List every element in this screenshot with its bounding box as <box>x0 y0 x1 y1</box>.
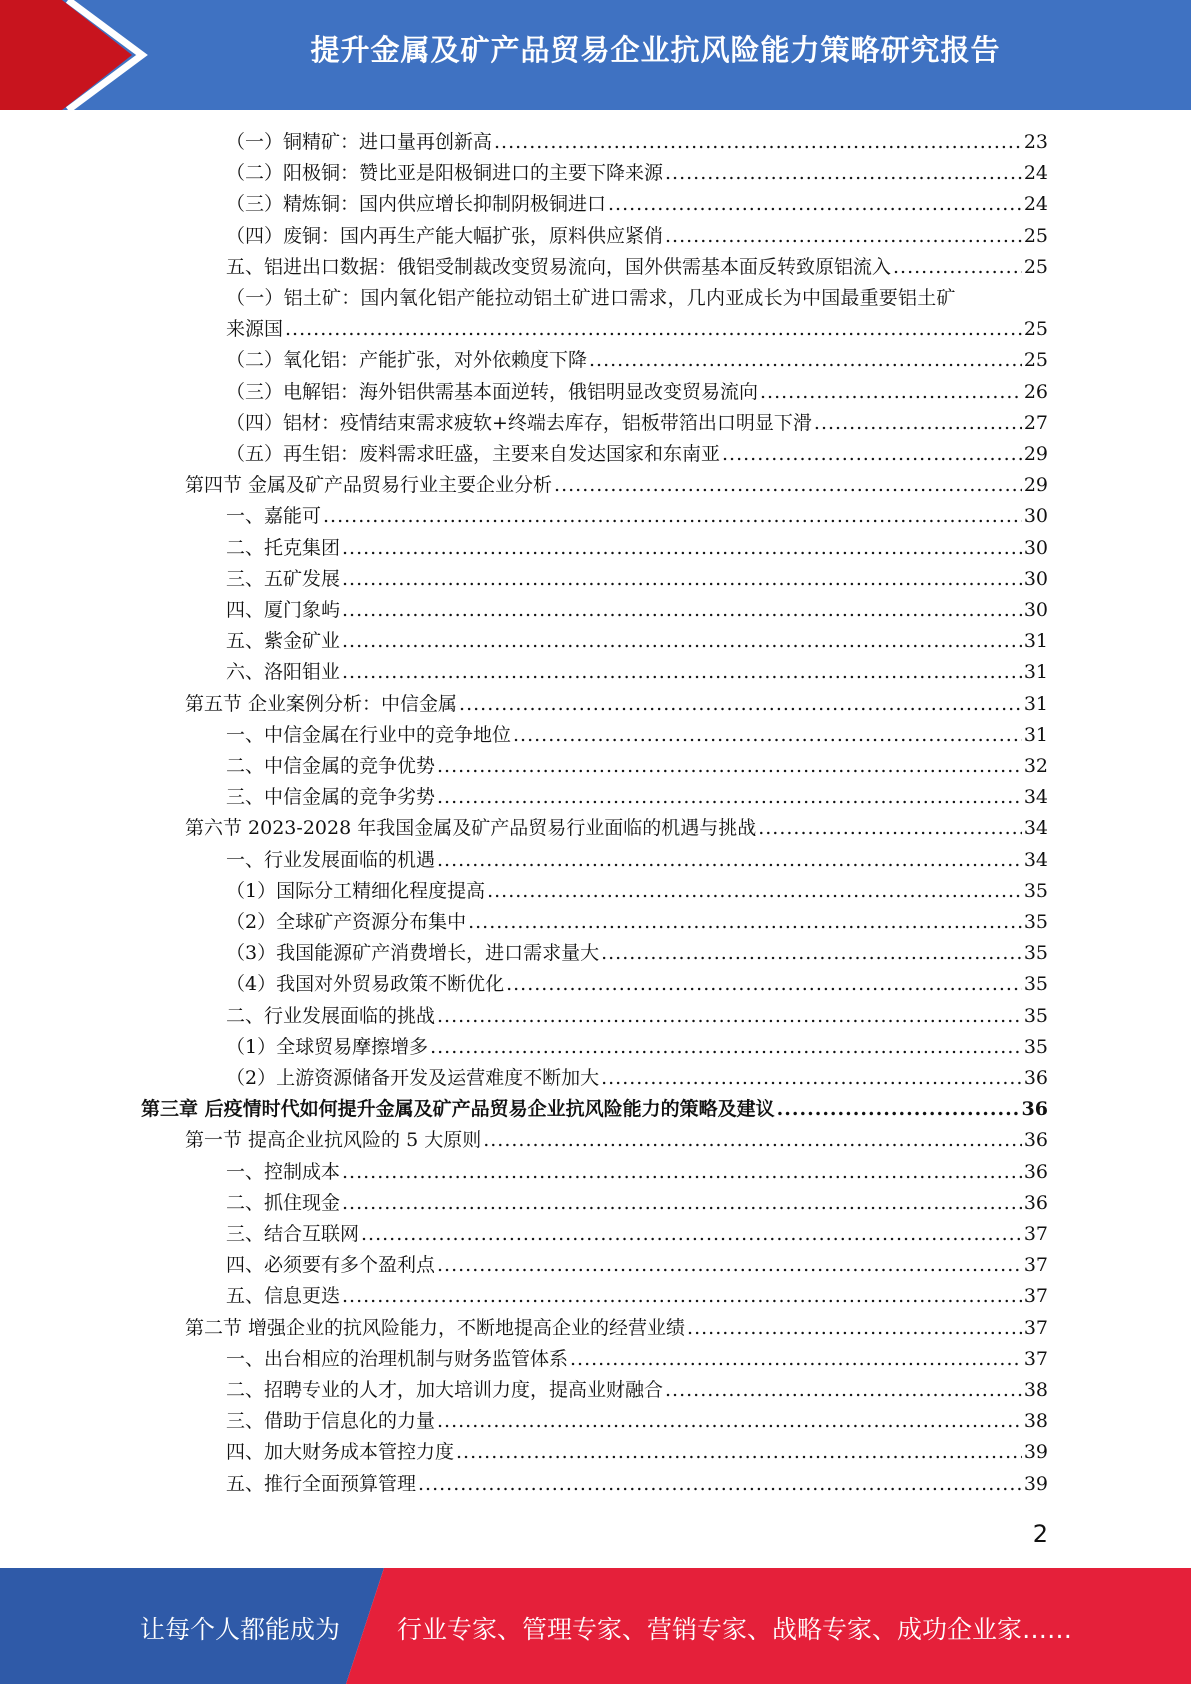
toc-dot-leader <box>342 533 1022 564</box>
toc-entry[interactable] <box>226 1063 1048 1094</box>
toc-entry[interactable] <box>226 845 1048 876</box>
toc-dot-leader <box>506 969 1022 1000</box>
toc-entry-page: 35 <box>1023 973 1048 996</box>
toc-entry[interactable] <box>226 1437 1048 1468</box>
toc-entry-title: 第一节 提高企业抗风险的 5 大原则 <box>185 1129 482 1152</box>
toc-dot-leader <box>342 657 1022 688</box>
toc-entry[interactable] <box>226 595 1048 626</box>
toc-entry-title: 一、出台相应的治理机制与财务监管体系 <box>226 1347 569 1370</box>
toc-entry-page: 25 <box>1023 255 1048 278</box>
toc-entry[interactable] <box>226 408 1048 439</box>
toc-dot-leader <box>760 377 1022 408</box>
toc-entry[interactable] <box>185 1313 1048 1344</box>
toc-entry-page: 36 <box>1023 1191 1048 1214</box>
toc-entry-title: 一、行业发展面临的机遇 <box>226 848 436 871</box>
toc-dot-leader <box>437 1406 1022 1437</box>
toc-entry-page: 30 <box>1023 599 1048 621</box>
toc-entry[interactable] <box>185 689 1048 720</box>
toc-entry[interactable] <box>226 969 1048 1000</box>
toc-entry-title: 四、必须要有多个盈利点 <box>226 1254 436 1277</box>
toc-entry-title: （二）氧化铝：产能扩张，对外依赖度下降 <box>226 349 588 372</box>
toc-entry-title: 二、抓住现金 <box>226 1191 341 1214</box>
toc-entry-page: 35 <box>1023 879 1048 902</box>
toc-entry-title: 三、借助于信息化的力量 <box>226 1410 436 1433</box>
toc-entry-page: 34 <box>1023 817 1048 840</box>
toc-dot-leader <box>601 1063 1022 1094</box>
toc-entry[interactable] <box>226 1469 1048 1500</box>
toc-entry[interactable] <box>226 1219 1048 1250</box>
toc-entry-title: （4）我国对外贸易政策不断优化 <box>226 973 505 996</box>
toc-entry-title: （1）全球贸易摩擦增多 <box>226 1035 429 1058</box>
toc-dot-leader <box>361 1219 1022 1250</box>
toc-entry-page: 34 <box>1023 786 1048 809</box>
toc-entry-page: 35 <box>1023 1035 1048 1058</box>
toc-entry[interactable] <box>226 751 1048 782</box>
toc-entry-title: 六、洛阳钼业 <box>226 661 341 684</box>
toc-entry[interactable] <box>226 1375 1048 1406</box>
report-title: 提升金属及矿产品贸易企业抗风险能力策略研究报告 <box>310 33 1001 67</box>
toc-entry-page: 37 <box>1023 1285 1048 1308</box>
toc-entry-title: 二、招聘专业的人才，加大培训力度，提高业财融合 <box>226 1379 664 1401</box>
toc-entry-title: 三、结合互联网 <box>226 1223 360 1245</box>
toc-dot-leader <box>456 1437 1022 1468</box>
toc-dot-leader <box>437 845 1022 876</box>
toc-dot-leader <box>665 158 1022 189</box>
toc-dot-leader <box>570 1344 1022 1375</box>
toc-entry-title: 第六节 2023-2028 年我国金属及矿产品贸易行业面临的机遇与挑战 <box>185 817 757 840</box>
toc-entry-page: 27 <box>1023 411 1048 434</box>
toc-entry-page: 31 <box>1023 661 1048 684</box>
toc-entry[interactable] <box>226 283 1048 314</box>
toc-dot-leader <box>342 564 1022 595</box>
toc-entry-title: （1）国际分工精细化程度提高 <box>226 879 486 902</box>
toc-entry[interactable] <box>226 1001 1048 1032</box>
toc-entry[interactable] <box>226 439 1048 470</box>
toc-entry-page: 29 <box>1023 443 1048 465</box>
toc-entry-title: 二、托克集团 <box>226 536 341 559</box>
toc-entry-title: 五、推行全面预算管理 <box>226 1472 417 1495</box>
toc-entry[interactable] <box>226 1032 1048 1063</box>
toc-entry-page: 35 <box>1023 911 1048 933</box>
toc-dot-leader <box>687 1313 1022 1344</box>
toc-entry-title: 一、控制成本 <box>226 1160 341 1183</box>
toc-entry-title: 五、紫金矿业 <box>226 630 341 653</box>
toc-entry[interactable] <box>226 345 1048 376</box>
toc-dot-leader <box>437 1001 1022 1032</box>
toc-entry-title: （2）全球矿产资源分布集中 <box>226 911 467 933</box>
toc-entry-page: 37 <box>1023 1223 1048 1245</box>
toc-entry[interactable] <box>226 626 1048 657</box>
toc-dot-leader <box>601 938 1022 969</box>
toc-entry-page: 37 <box>1023 1347 1048 1370</box>
toc-entry-title: 四、厦门象屿 <box>226 599 341 621</box>
toc-dot-leader <box>483 1125 1022 1156</box>
toc-entry-title: 五、铝进出口数据：俄铝受制裁改变贸易流向，国外供需基本面反转致原铝流入 <box>226 255 892 278</box>
toc-dot-leader <box>722 439 1022 470</box>
toc-entry[interactable] <box>226 314 1048 345</box>
toc-dot-leader <box>777 1094 1020 1125</box>
toc-entry[interactable] <box>226 533 1048 564</box>
toc-entry-page: 39 <box>1023 1472 1048 1495</box>
toc-entry-page: 26 <box>1023 380 1048 403</box>
toc-entry[interactable] <box>226 1157 1048 1188</box>
toc-entry-title: 来源国 <box>226 318 284 341</box>
toc-dot-leader <box>285 314 1022 345</box>
toc-entry[interactable] <box>185 470 1048 501</box>
toc-entry-title: 五、信息更迭 <box>226 1285 341 1308</box>
toc-entry-page: 25 <box>1023 318 1048 341</box>
toc-entry-title: （五）再生铝：废料需求旺盛，主要来自发达国家和东南亚 <box>226 443 721 465</box>
page-number: 2 <box>1032 1520 1048 1548</box>
page-footer <box>0 1568 1191 1684</box>
toc-entry-page: 38 <box>1023 1379 1048 1401</box>
toc-dot-leader <box>487 876 1022 907</box>
toc-entry-title: （二）阳极铜：赞比亚是阳极铜进口的主要下降来源 <box>226 162 664 185</box>
toc-dot-leader <box>893 252 1022 283</box>
toc-entry-page: 35 <box>1023 1004 1048 1027</box>
toc-entry[interactable] <box>226 252 1048 283</box>
toc-entry-title: （一）铜精矿：进口量再创新高 <box>226 131 493 153</box>
toc-entry-page: 23 <box>1023 131 1048 153</box>
toc-entry-page: 25 <box>1023 349 1048 372</box>
toc-entry[interactable] <box>226 657 1048 688</box>
toc-entry-title: （一）铝土矿：国内氧化铝产能拉动铝土矿进口需求，几内亚成长为中国最重要铝土矿 <box>226 287 956 309</box>
toc-entry-title: 一、嘉能可 <box>226 505 322 528</box>
toc-entry-title: 第五节 企业案例分析：中信金属 <box>185 692 458 715</box>
footer-slogan-left: 让每个人都能成为 <box>140 1615 341 1644</box>
toc-dot-leader <box>513 720 1022 751</box>
toc-entry-title: （3）我国能源矿产消费增长，进口需求量大 <box>226 942 600 965</box>
toc-entry[interactable] <box>226 720 1048 751</box>
toc-entry[interactable] <box>226 876 1048 907</box>
toc-entry-page: 37 <box>1023 1254 1048 1277</box>
toc-entry-page: 29 <box>1023 474 1048 497</box>
toc-entry[interactable] <box>226 189 1048 220</box>
toc-entry[interactable] <box>226 1281 1048 1312</box>
footer-slogan-right: 行业专家、管理专家、营销专家、战略专家、成功企业家…… <box>397 1615 1073 1644</box>
toc-entry[interactable] <box>141 1094 1048 1125</box>
toc-entry-page: 36 <box>1023 1067 1048 1089</box>
toc-entry-page: 36 <box>1023 1129 1048 1152</box>
toc-dot-leader <box>554 470 1022 501</box>
toc-entry-page: 30 <box>1023 567 1048 590</box>
toc-entry-page: 35 <box>1023 942 1048 965</box>
toc-entry-title: （三）电解铝：海外铝供需基本面逆转，俄铝明显改变贸易流向 <box>226 380 759 403</box>
toc-entry[interactable] <box>226 501 1048 532</box>
toc-dot-leader <box>589 345 1022 376</box>
toc-dot-leader <box>342 1188 1022 1219</box>
toc-entry-title: （四）废铜：国内再生产能大幅扩张，原料供应紧俏 <box>226 224 664 247</box>
toc-dot-leader <box>437 782 1022 813</box>
toc-dot-leader <box>665 221 1022 252</box>
toc-entry[interactable] <box>185 813 1048 844</box>
toc-entry-page: 30 <box>1023 536 1048 559</box>
toc-entry[interactable] <box>226 127 1048 158</box>
toc-entry-page: 24 <box>1023 162 1048 185</box>
toc-dot-leader <box>342 595 1022 626</box>
toc-entry-title: 第三章 后疫情时代如何提升金属及矿产品贸易企业抗风险能力的策略及建议 <box>141 1098 775 1121</box>
toc-entry[interactable] <box>226 1344 1048 1375</box>
toc-entry-page: 25 <box>1023 224 1048 247</box>
toc-dot-leader <box>758 813 1022 844</box>
toc-entry-page: 24 <box>1023 193 1048 216</box>
toc-entry-page: 32 <box>1023 755 1048 777</box>
toc-entry-title: （三）精炼铜：国内供应增长抑制阴极铜进口 <box>226 193 607 216</box>
toc-entry-page: 36 <box>1023 1160 1048 1183</box>
red-arrow-decoration <box>0 0 160 110</box>
toc-entry-title: 三、五矿发展 <box>226 567 341 590</box>
toc-dot-leader <box>494 127 1022 158</box>
toc-entry[interactable] <box>226 1188 1048 1219</box>
toc-entry-page: 31 <box>1023 630 1048 653</box>
toc-entry-title: 一、中信金属在行业中的竞争地位 <box>226 723 512 746</box>
toc-dot-leader <box>430 1032 1022 1063</box>
toc-dot-leader <box>665 1375 1022 1406</box>
toc-entry[interactable] <box>226 907 1048 938</box>
toc-entry-title: 三、中信金属的竞争劣势 <box>226 786 436 809</box>
toc-entry-page: 37 <box>1023 1316 1048 1339</box>
toc-entry[interactable] <box>226 938 1048 969</box>
toc-dot-leader <box>418 1469 1022 1500</box>
toc-dot-leader <box>437 1250 1022 1281</box>
toc-entry-page: 36 <box>1021 1098 1048 1121</box>
toc-entry[interactable] <box>226 1250 1048 1281</box>
toc-entry-page: 31 <box>1023 723 1048 746</box>
toc-entry-page: 31 <box>1023 692 1048 715</box>
toc-entry-title: 二、行业发展面临的挑战 <box>226 1004 436 1027</box>
toc-dot-leader <box>814 408 1022 439</box>
toc-dot-leader <box>468 907 1022 938</box>
toc-entry-title: 二、中信金属的竞争优势 <box>226 755 436 777</box>
toc-entry-title: （2）上游资源储备开发及运营难度不断加大 <box>226 1067 600 1089</box>
toc-entry[interactable] <box>226 158 1048 189</box>
toc-entry[interactable] <box>226 377 1048 408</box>
toc-entry-page: 39 <box>1023 1441 1048 1464</box>
toc-dot-leader <box>608 189 1022 220</box>
toc-entry[interactable] <box>185 1125 1048 1156</box>
toc-dot-leader <box>323 501 1022 532</box>
toc-entry-page: 30 <box>1023 505 1048 528</box>
page-header <box>0 0 1191 110</box>
toc-entry-page: 34 <box>1023 848 1048 871</box>
toc-dot-leader <box>342 1281 1022 1312</box>
toc-entry[interactable] <box>226 782 1048 813</box>
toc-dot-leader <box>342 1157 1022 1188</box>
toc-dot-leader <box>342 626 1022 657</box>
toc-dot-leader <box>437 751 1022 782</box>
toc-entry-title: 第四节 金属及矿产品贸易行业主要企业分析 <box>185 474 553 497</box>
toc-entry[interactable] <box>226 1406 1048 1437</box>
toc-dot-leader <box>459 689 1022 720</box>
toc-entry-title: （四）铝材：疫情结束需求疲软+终端去库存，铝板带箔出口明显下滑 <box>226 411 812 434</box>
toc-entry[interactable] <box>226 221 1048 252</box>
toc-entry-title: 第二节 增强企业的抗风险能力，不断地提高企业的经营业绩 <box>185 1316 686 1339</box>
toc-entry-page: 38 <box>1023 1410 1048 1433</box>
toc-entry[interactable] <box>226 564 1048 595</box>
toc-entry-title: 四、加大财务成本管控力度 <box>226 1441 455 1464</box>
